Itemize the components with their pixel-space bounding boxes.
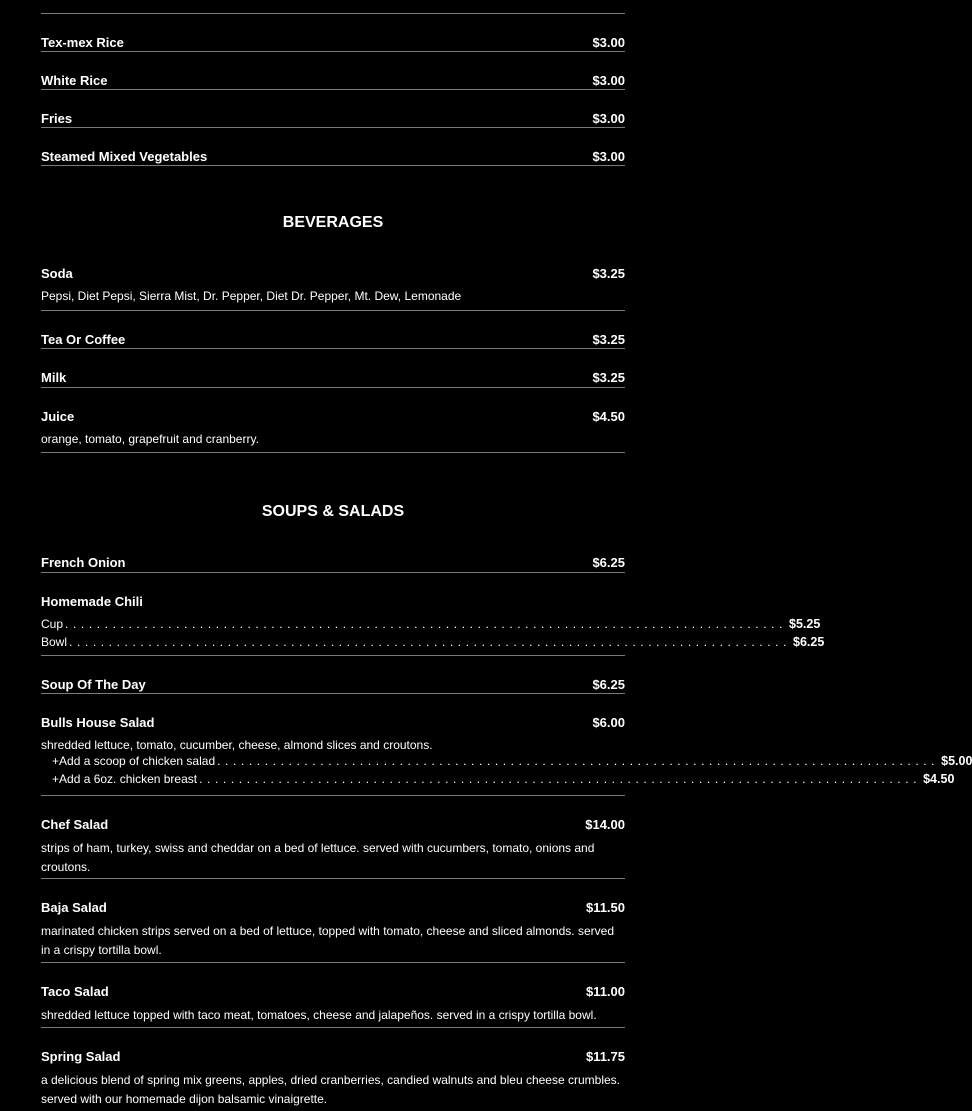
item-name: Tex-mex Rice	[41, 35, 124, 50]
item-price: $3.25	[592, 370, 625, 385]
addon-price: $4.50	[923, 772, 955, 786]
item-price: $3.25	[592, 266, 625, 281]
item-price: $3.00	[592, 149, 625, 164]
item-price: $3.00	[592, 35, 625, 50]
dot-leader: ...........................................................................................	[65, 617, 788, 631]
menu-item-baja-salad	[41, 879, 625, 963]
dot-leader: ...........................................................................................	[199, 772, 922, 786]
item-price	[592, 0, 625, 1]
item-price: $3.00	[592, 111, 625, 126]
item-name: French Onion	[41, 555, 126, 570]
plus-icon: +	[52, 772, 60, 786]
menu-item-soup-of-the-day	[41, 656, 625, 694]
menu-item-tex-mex-rice	[41, 14, 625, 52]
addon-chicken-breast	[41, 772, 955, 790]
menu-item-soda	[41, 266, 625, 311]
item-name: Tea Or Coffee	[41, 332, 126, 347]
item-name: Baja Salad	[41, 900, 107, 915]
dot-leader: ...........................................................................................	[217, 754, 940, 768]
menu-item-tea-coffee	[41, 311, 625, 349]
item-name: Juice	[41, 409, 75, 424]
menu-item-green-beans	[41, 0, 625, 14]
plus-icon: +	[52, 754, 60, 768]
item-name: Chef Salad	[41, 817, 109, 832]
option-cup	[41, 617, 821, 635]
section-heading-beverages: BEVERAGES	[282, 214, 384, 231]
option-label: Cup	[41, 617, 64, 631]
item-price: $11.75	[585, 1049, 625, 1064]
addon-label: Add a scoop of chicken salad	[59, 754, 216, 768]
item-price: $6.25	[592, 677, 625, 692]
item-price: $3.25	[592, 332, 625, 347]
item-description: a delicious blend of spring mix greens, apples, dried cranberries, candied walnuts and bleu cheese crumbles. served with our homemade dijon balsamic vinaigrette.	[41, 1073, 620, 1106]
item-price: $14.00	[585, 817, 625, 832]
dot-leader: ...........................................................................................	[69, 635, 792, 649]
item-name: Spring Salad	[41, 1049, 121, 1064]
item-description: Pepsi, Diet Pepsi, Sierra Mist, Dr. Pepper, Diet Dr. Pepper, Mt. Dew, Lemonade	[41, 289, 462, 303]
item-price: $6.00	[592, 715, 625, 730]
item-price: $4.50	[592, 409, 625, 424]
option-price: $5.25	[789, 617, 821, 631]
menu-item-juice	[41, 388, 625, 453]
addon-chicken-salad	[41, 754, 972, 772]
menu-content	[41, 0, 972, 1111]
item-name: Milk	[41, 370, 67, 385]
item-name: White Rice	[41, 73, 108, 88]
item-name: Fries	[41, 111, 73, 126]
item-price: $6.25	[592, 555, 625, 570]
option-label: Bowl	[41, 635, 68, 649]
item-name: Homemade Chili	[41, 594, 143, 609]
addon-price: $5.00	[941, 754, 972, 768]
option-price: $6.25	[793, 635, 825, 649]
menu-item-homemade-chili	[41, 573, 825, 656]
item-price: $11.00	[585, 984, 625, 999]
item-name: Soda	[41, 266, 73, 281]
menu-item-steamed-vegetables	[41, 128, 625, 166]
menu-item-fries	[41, 90, 625, 128]
item-description: marinated chicken strips served on a bed of lettuce, topped with tomato, cheese and sliced almonds. served in a crispy tortilla bowl.	[41, 924, 614, 957]
item-price: $3.00	[592, 73, 625, 88]
item-description: orange, tomato, grapefruit and cranberry.	[41, 432, 259, 446]
menu-item-bulls-house-salad	[41, 694, 972, 796]
item-name	[41, 0, 121, 1]
item-description: shredded lettuce topped with taco meat, tomatoes, cheese and jalapeños. served in a crispy tortilla bowl.	[41, 1008, 597, 1022]
menu-item-spring-salad	[41, 1028, 625, 1111]
menu-item-taco-salad	[41, 963, 625, 1028]
item-price: $11.50	[585, 900, 625, 915]
menu-item-milk	[41, 349, 625, 388]
menu-item-white-rice	[41, 52, 625, 90]
item-name: Bulls House Salad	[41, 715, 155, 730]
item-name: Soup Of The Day	[41, 677, 146, 692]
item-description: strips of ham, turkey, swiss and cheddar on a bed of lettuce. served with cucumbers, tomato, onions and croutons.	[41, 841, 595, 874]
section-heading-soups-salads: SOUPS & SALADS	[261, 503, 405, 520]
item-name: Steamed Mixed Vegetables	[41, 149, 208, 164]
item-name: Taco Salad	[41, 984, 109, 999]
option-bowl	[41, 635, 825, 653]
menu-item-chef-salad	[41, 796, 625, 879]
item-description: shredded lettuce, tomato, cucumber, cheese, almond slices and croutons.	[41, 738, 433, 752]
addon-label: Add a 6oz. chicken breast	[59, 772, 198, 786]
menu-item-french-onion	[41, 555, 625, 573]
